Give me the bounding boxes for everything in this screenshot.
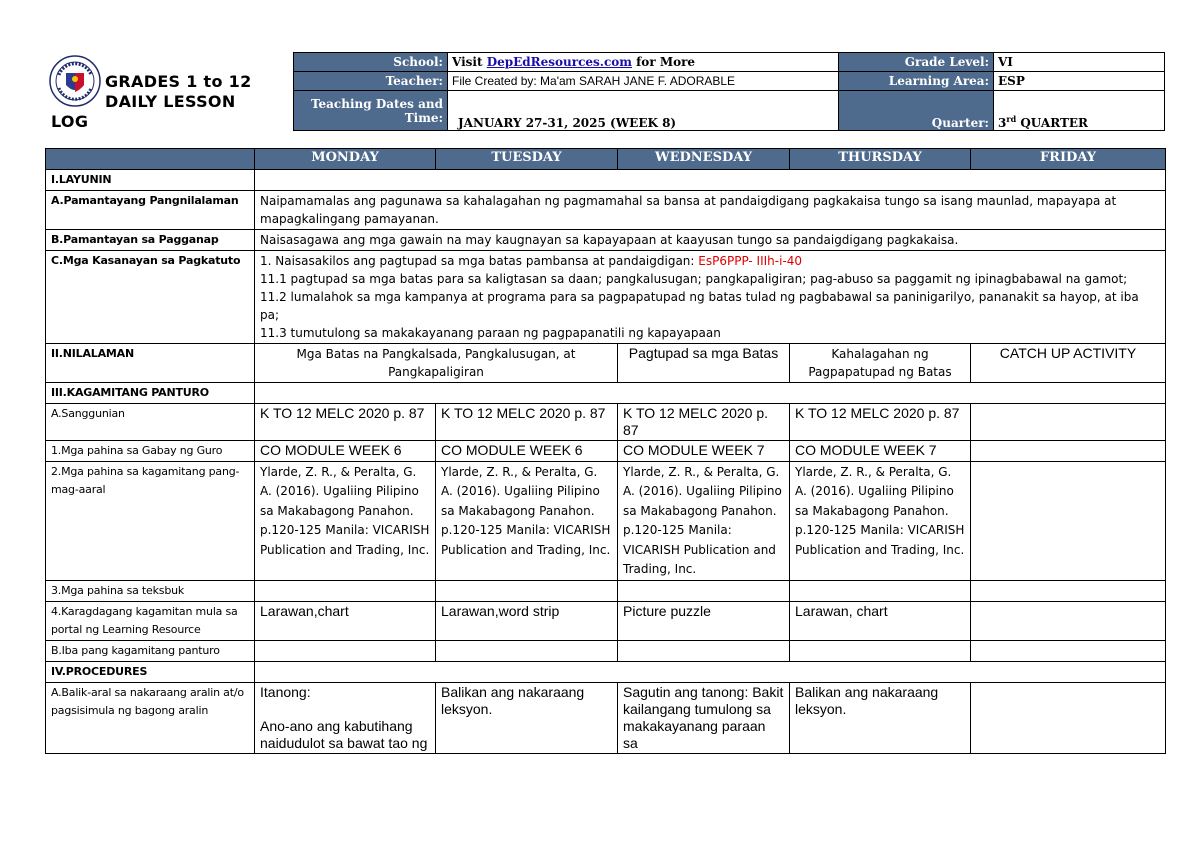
sanggunian-tuesday: K TO 12 MELC 2020 p. 87 xyxy=(436,404,618,441)
gabay-label: 1.Mga pahina sa Gabay ng Guro xyxy=(46,441,255,462)
pamantayang-value: Naipamamalas ang pagunawa sa kahalagahan ng pagmamahal sa bansa at pandaigdigang pagkakaisa tungo sa isang maunlad, mapayapa at mapagkalingang pamayanan. xyxy=(255,191,1166,230)
deped-seal-icon xyxy=(49,55,101,107)
quarter-label: Quarter: xyxy=(839,91,994,131)
pagganap-value: Naisasagawa ang mga gawain na may kaugnayan sa kapayapaan at kaayusan tungo sa pandaigdigang pagkakaisa. xyxy=(255,230,1166,251)
balik-aral-monday: Itanong: Ano-ano ang kabutihang naidudulot sa bawat tao ng xyxy=(255,683,436,754)
grade-level-label: Grade Level: xyxy=(839,53,994,72)
nilalaman-thursday: Kahalagahan ng Pagpapatupad ng Batas xyxy=(790,344,971,383)
sanggunian-label: A.Sanggunian xyxy=(46,404,255,441)
teaching-dates-label: Teaching Dates and Time: xyxy=(294,91,448,131)
header-info-table xyxy=(293,52,1165,131)
section-nilalaman: II.NILALAMAN xyxy=(46,344,255,383)
lesson-table xyxy=(45,148,1166,754)
title-line-2: DAILY LESSON xyxy=(105,92,236,111)
portal-label: 4.Karagdagang kagamitan mula sa portal ng Learning Resource xyxy=(46,602,255,641)
portal-monday: Larawan,chart xyxy=(255,602,436,641)
sanggunian-wednesday: K TO 12 MELC 2020 p. 87 xyxy=(618,404,790,441)
school-value: Visit DepEdResources.com for More xyxy=(448,53,839,72)
gabay-friday xyxy=(971,441,1166,462)
days-header-row xyxy=(46,149,1166,170)
portal-row xyxy=(46,602,1166,641)
nilalaman-monday-tuesday: Mga Batas na Pangkalsada, Pangkalusugan, at Pangkapaligiran xyxy=(255,344,618,383)
kagamitang-wednesday: Ylarde, Z. R., & Peralta, G. A. (2016). Ugaliing Pilipino sa Makabagong Panahon. p.120-125 Manila: VICARISH Publication and Trading, Inc. xyxy=(618,462,790,581)
day-monday: MONDAY xyxy=(255,149,436,170)
nilalaman-friday: CATCH UP ACTIVITY xyxy=(971,344,1166,383)
kagamitang-friday xyxy=(971,462,1166,581)
nilalaman-row xyxy=(46,344,1166,383)
learning-area-value: ESP xyxy=(994,72,1165,91)
portal-wednesday: Picture puzzle xyxy=(618,602,790,641)
section-kagamitan: III.KAGAMITANG PANTURO xyxy=(46,383,255,404)
pamantayang-label: A.Pamantayang Pangnilalaman xyxy=(46,191,255,230)
title-block xyxy=(45,52,293,132)
sanggunian-row xyxy=(46,404,1166,441)
gabay-monday: CO MODULE WEEK 6 xyxy=(255,441,436,462)
kagamitang-tuesday: Ylarde, Z. R., & Peralta, G. A. (2016). Ugaliing Pilipino sa Makabagong Panahon. p.120-125 Manila: VICARISH Publication and Trading, Inc. xyxy=(436,462,618,581)
teksbuk-label: 3.Mga pahina sa teksbuk xyxy=(46,581,255,602)
pagganap-row xyxy=(46,230,1166,251)
day-thursday: THURSDAY xyxy=(790,149,971,170)
pamantayang-row xyxy=(46,191,1166,230)
portal-thursday: Larawan, chart xyxy=(790,602,971,641)
day-tuesday: TUESDAY xyxy=(436,149,618,170)
iba-label: B.Iba pang kagamitang panturo xyxy=(46,641,255,662)
nilalaman-wednesday: Pagtupad sa mga Batas xyxy=(618,344,790,383)
teacher-label: Teacher: xyxy=(294,72,448,91)
teaching-dates-value: JANUARY 27-31, 2025 (WEEK 8) xyxy=(448,91,839,131)
kagamitang-mag-aaral-row xyxy=(46,462,1166,581)
iba-pang-kagamitan-row xyxy=(46,641,1166,662)
gabay-thursday: CO MODULE WEEK 7 xyxy=(790,441,971,462)
procedures-row xyxy=(46,662,1166,683)
kagamitan-row xyxy=(46,383,1166,404)
portal-friday xyxy=(971,602,1166,641)
gabay-tuesday: CO MODULE WEEK 6 xyxy=(436,441,618,462)
sanggunian-monday: K TO 12 MELC 2020 p. 87 xyxy=(255,404,436,441)
section-procedures: IV.PROCEDURES xyxy=(46,662,255,683)
kagamitang-thursday: Ylarde, Z. R., & Peralta, G. A. (2016). Ugaliing Pilipino sa Makabagong Panahon. p.120-125 Manila: VICARISH Publication and Trading, Inc. xyxy=(790,462,971,581)
kasanayan-value: 1. Naisasakilos ang pagtupad sa mga batas pambansa at pandaigdigan: EsP6PPP- IIIh-i-40 11.1 pagtupad sa mga batas para sa kaligtasan sa daan; pangkalusugan; pangkapaligiran; pag-abuso sa paggamit ng ipinagbabawal na gamot; 11.2 lumalahok sa mga kampanya at programa para sa pagpapatupad ng batas tulad ng pagbabawal sa paninigarilyo, pananakit sa hayop, at iba pa; 11.3 tumutulong sa makakayanang paraan ng pagpapanatili ng kapayapaan xyxy=(255,251,1166,344)
kasanayan-row xyxy=(46,251,1166,344)
gabay-row xyxy=(46,441,1166,462)
melc-code: EsP6PPP- IIIh-i-40 xyxy=(698,254,803,268)
day-wednesday: WEDNESDAY xyxy=(618,149,790,170)
section-layunin: I.LAYUNIN xyxy=(46,170,255,191)
balik-aral-thursday: Balikan ang nakaraang leksyon. xyxy=(790,683,971,754)
kagamitang-monday: Ylarde, Z. R., & Peralta, G. A. (2016). Ugaliing Pilipino sa Makabagong Panahon. p.120-125 Manila: VICARISH Publication and Trading, Inc. xyxy=(255,462,436,581)
quarter-value: 3rd QUARTER xyxy=(994,91,1165,131)
balik-aral-friday xyxy=(971,683,1166,754)
kasanayan-label: C.Mga Kasanayan sa Pagkatuto xyxy=(46,251,255,344)
portal-tuesday: Larawan,word strip xyxy=(436,602,618,641)
balik-aral-wednesday: Sagutin ang tanong: Bakit kailangang tumulong sa makakayanang paraan sa xyxy=(618,683,790,754)
deped-resources-link[interactable]: DepEdResources.com xyxy=(486,55,632,69)
balik-aral-tuesday: Balikan ang nakaraang leksyon. xyxy=(436,683,618,754)
balik-aral-row xyxy=(46,683,1166,754)
title-line-3: LOG xyxy=(51,112,89,131)
learning-area-label: Learning Area: xyxy=(839,72,994,91)
kagamitang-label: 2.Mga pahina sa kagamitang pang-mag-aaral xyxy=(46,462,255,581)
sanggunian-friday xyxy=(971,404,1166,441)
corner-cell xyxy=(46,149,255,170)
day-friday: FRIDAY xyxy=(971,149,1166,170)
gabay-wednesday: CO MODULE WEEK 7 xyxy=(618,441,790,462)
school-label: School: xyxy=(294,53,448,72)
grade-level-value: VI xyxy=(994,53,1165,72)
title-line-1: GRADES 1 to 12 xyxy=(105,72,252,91)
layunin-row xyxy=(46,170,1166,191)
pagganap-label: B.Pamantayan sa Pagganap xyxy=(46,230,255,251)
balik-aral-label: A.Balik-aral sa nakaraang aralin at/o pagsisimula ng bagong aralin xyxy=(46,683,255,754)
teacher-value: File Created by: Ma'am SARAH JANE F. ADORABLE xyxy=(448,72,839,91)
sanggunian-thursday: K TO 12 MELC 2020 p. 87 xyxy=(790,404,971,441)
teksbuk-row xyxy=(46,581,1166,602)
